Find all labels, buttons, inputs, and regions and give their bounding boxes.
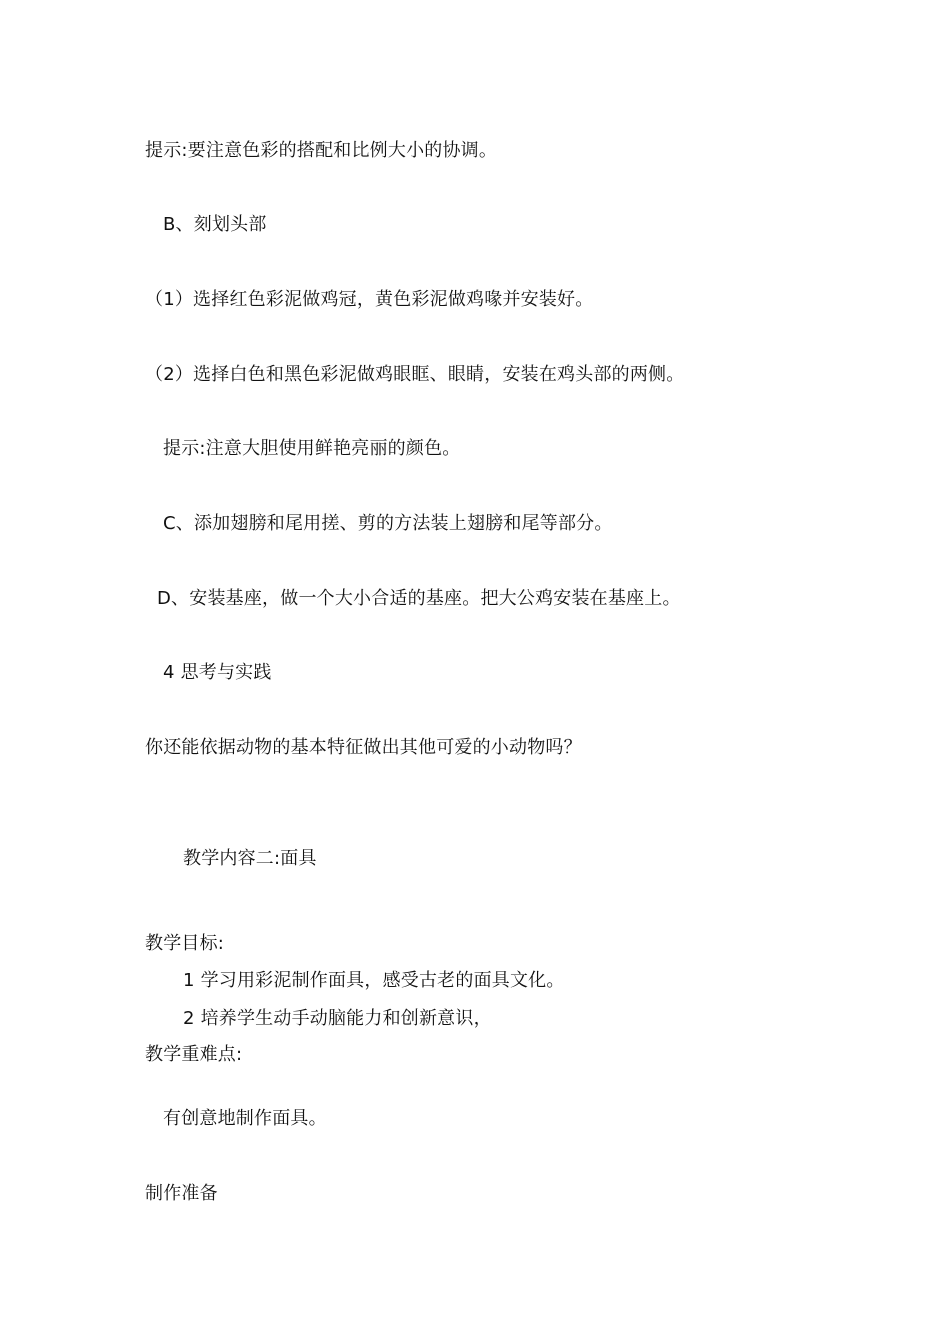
- tip-bold-colors-line: 提示:注意大胆使用鲜艳亮丽的颜色。: [163, 438, 461, 459]
- step-d-line: D、安装基座，做一个大小合适的基座。把大公鸡安装在基座上。: [157, 588, 681, 609]
- preparation-heading: 制作准备: [145, 1183, 218, 1204]
- objectives-heading: 教学目标:: [145, 933, 225, 954]
- practice-question: 你还能依据动物的基本特征做出其他可爱的小动物吗？: [145, 737, 582, 758]
- key-point-item: 有创意地制作面具。: [163, 1108, 327, 1129]
- step-c-line: C、添加翅膀和尾用搓、剪的方法装上翅膀和尾等部分。: [163, 513, 613, 534]
- key-points-heading: 教学重难点:: [145, 1044, 243, 1065]
- objective-item-2: 2 培养学生动手动脑能力和创新意识，: [183, 1008, 492, 1029]
- step-b-item-1: （1）选择红色彩泥做鸡冠，黄色彩泥做鸡喙并安装好。: [145, 289, 594, 310]
- tip-color-line: 提示:要注意色彩的搭配和比例大小的协调。: [145, 140, 498, 161]
- step-b-item-2: （2）选择白色和黑色彩泥做鸡眼眶、眼睛，安装在鸡头部的两侧。: [145, 364, 685, 385]
- objective-item-1: 1 学习用彩泥制作面具，感受古老的面具文化。: [183, 970, 565, 991]
- content-two-title: 教学内容二:面具: [183, 848, 317, 869]
- section-4-heading: 4 思考与实践: [163, 662, 272, 683]
- step-b-heading: B、刻划头部: [163, 214, 267, 235]
